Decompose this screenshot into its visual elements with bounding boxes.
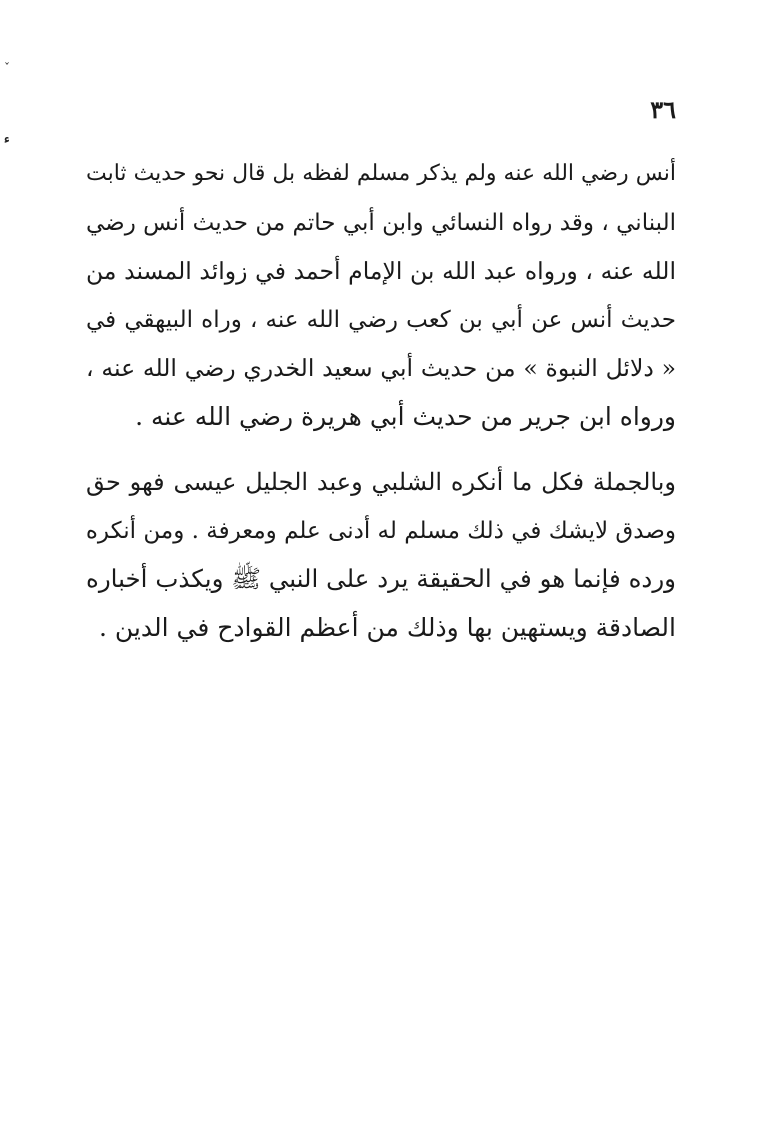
text-line: أنس رضي الله عنه ولم يذكر مسلم لفظه بل قال نحو حديث ثابت — [86, 161, 676, 186]
text-line: حديث أنس عن أبي بن كعب رضي الله عنه ، وراه البيهقي في — [86, 306, 676, 333]
text-line: الصادقة ويستهين بها وذلك من أعظم القوادح في الدين . — [98, 612, 676, 642]
edge-mark-middle: ء — [4, 132, 10, 146]
paragraph-1 — [86, 150, 676, 441]
text-line: البناني ، وقد رواه النسائي وابن أبي حاتم من حديث أنس رضي — [86, 209, 676, 236]
text-line: الله عنه ، ورواه عبد الله بن الإمام أحمد في زوائد المسند من — [86, 257, 676, 285]
edge-mark-top: ˇ — [4, 61, 10, 75]
text-line: وبالجملة فكل ما أنكره الشلبي وعبد الجليل عيسى فهو حق — [86, 468, 676, 496]
text-line: وصدق لايشك في ذلك مسلم له أدنى علم ومعرفة . ومن أنكره — [85, 517, 676, 544]
text-line: ورواه ابن جرير من حديث أبي هريرة رضي الله عنه . — [135, 401, 676, 431]
text-line: « دلائل النبوة » من حديث أبي سعيد الخدري رضي الله عنه ، — [86, 354, 676, 382]
page-number: ٣٦ — [650, 95, 676, 124]
text-line: ورده فإنما هو في الحقيقة يرد على النبي ﷺ ويكذب أخباره — [86, 564, 676, 593]
paragraph-2 — [86, 458, 676, 652]
